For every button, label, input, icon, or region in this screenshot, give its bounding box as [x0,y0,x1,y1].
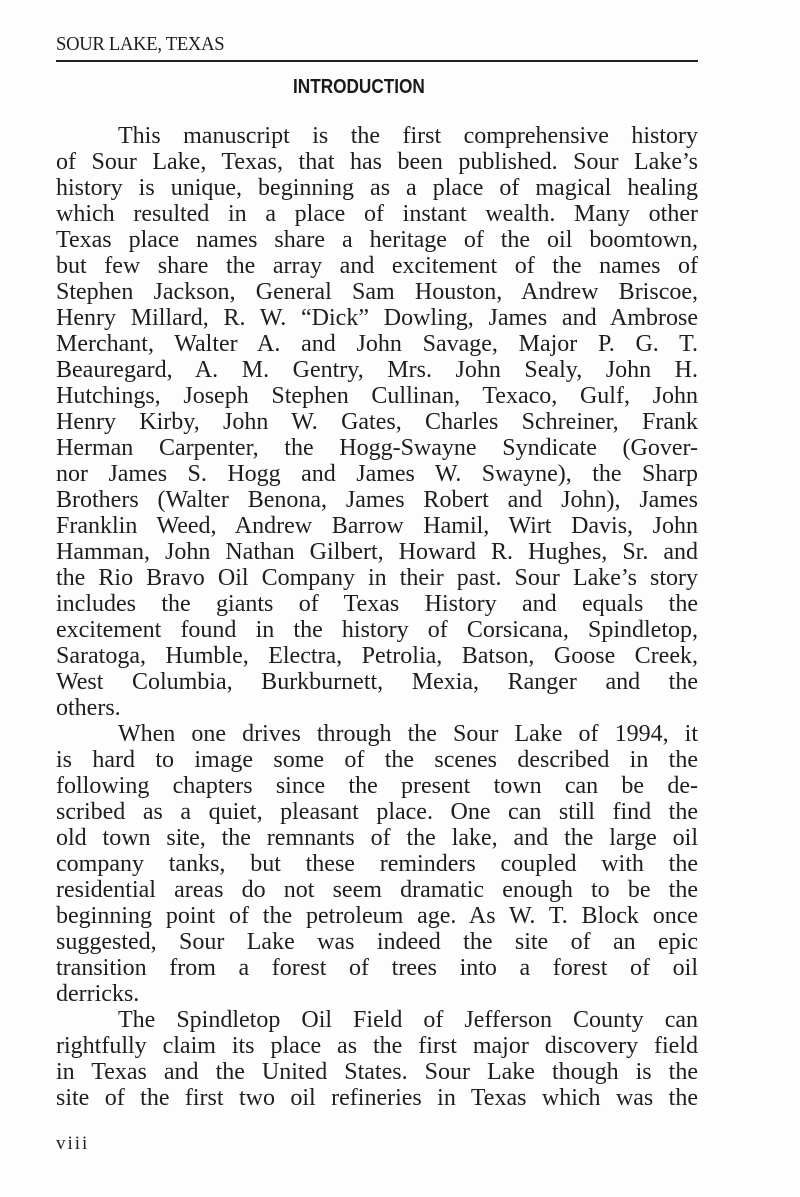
text-line: Stephen Jackson, General Sam Houston, Andrew Briscoe, [56,279,698,305]
section-title-text: INTRODUCTION [293,76,425,98]
text-line: The Spindletop Oil Field of Jefferson County can [118,1007,698,1033]
text-line: Henry Kirby, John W. Gates, Charles Schreiner, Frank [56,409,698,435]
text-line: Hutchings, Joseph Stephen Cullinan, Texaco, Gulf, John [56,383,698,409]
text-line: Beauregard, A. M. Gentry, Mrs. John Sealy, John H. [56,357,698,383]
text-line: following chapters since the present town can be de- [56,773,698,799]
text-line: others. [56,695,121,721]
text-line: Brothers (Walter Benona, James Robert and John), James [56,487,698,513]
text-line: Hamman, John Nathan Gilbert, Howard R. Hughes, Sr. and [56,539,698,565]
text-line: transition from a forest of trees into a forest of oil [56,955,698,981]
paragraph [56,721,698,1007]
page-number: viii [56,1133,90,1154]
text-line: This manuscript is the first comprehensive history [118,123,698,149]
text-line: site of the first two oil refineries in Texas which was the [56,1085,698,1111]
text-line: which resulted in a place of instant wealth. Many other [56,201,698,227]
text-line: history is unique, beginning as a place of magical healing [56,175,698,201]
text-line: company tanks, but these reminders coupled with the [56,851,698,877]
text-line: but few share the array and excitement of the names of [56,253,698,279]
text-line: includes the giants of Texas History and equals the [56,591,698,617]
text-line: residential areas do not seem dramatic enough to be the [56,877,698,903]
text-line: is hard to image some of the scenes described in the [56,747,698,773]
text-line: old town site, the remnants of the lake, and the large oil [56,825,698,851]
text-line: beginning point of the petroleum age. As W. T. Block once [56,903,698,929]
text-line: rightfully claim its place as the first major discovery field [56,1033,698,1059]
text-line: When one drives through the Sour Lake of 1994, it [118,721,698,747]
header-rule [56,60,698,62]
text-line: Herman Carpenter, the Hogg-Swayne Syndicate (Gover- [56,435,698,461]
paragraph [56,123,698,721]
text-line: Henry Millard, R. W. “Dick” Dowling, James and Ambrose [56,305,698,331]
text-line: the Rio Bravo Oil Company in their past. Sour Lake’s story [56,565,698,591]
text-line: of Sour Lake, Texas, that has been published. Sour Lake’s [56,149,698,175]
text-line: Texas place names share a heritage of the oil boomtown, [56,227,698,253]
text-line: nor James S. Hogg and James W. Swayne), the Sharp [56,461,698,487]
text-line: derricks. [56,981,140,1007]
text-line: scribed as a quiet, pleasant place. One can still find the [56,799,698,825]
text-line: Saratoga, Humble, Electra, Petrolia, Batson, Goose Creek, [56,643,698,669]
paragraph [56,1007,698,1111]
running-head: SOUR LAKE, TEXAS [56,33,225,55]
body-text [56,123,698,1111]
text-line: West Columbia, Burkburnett, Mexia, Ranger and the [56,669,698,695]
text-line: excitement found in the history of Corsicana, Spindletop, [56,617,698,643]
text-line: Merchant, Walter A. and John Savage, Major P. G. T. [56,331,698,357]
text-line: Franklin Weed, Andrew Barrow Hamil, Wirt Davis, John [56,513,698,539]
text-line: in Texas and the United States. Sour Lake though is the [56,1059,698,1085]
text-line: suggested, Sour Lake was indeed the site of an epic [56,929,698,955]
section-title [293,76,463,98]
